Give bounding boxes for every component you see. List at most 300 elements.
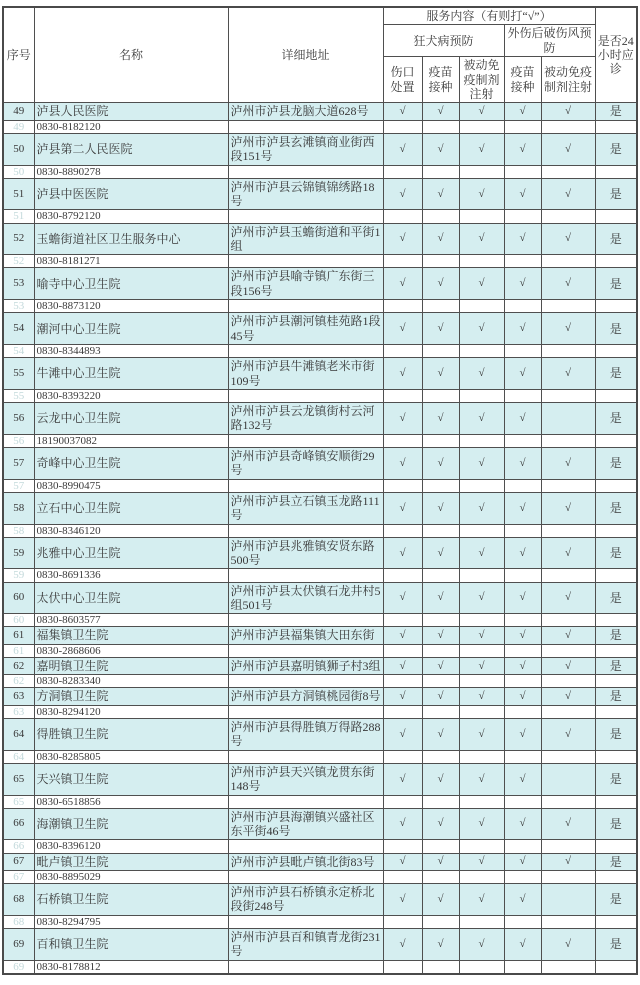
service-check-4: √ [504,492,541,524]
service-check-5: √ [541,808,595,840]
phone-seq [3,210,34,223]
facility-24h: 是 [595,657,637,674]
header-seq: 序号 [3,7,34,103]
phone-service-empty-2 [422,795,459,808]
facility-address: 泸州市泸县喻寺镇广东街三段156号 [228,268,383,300]
phone-seq [3,120,34,133]
phone-24h-empty [595,569,637,582]
table-row-facility [3,688,637,705]
facility-seq: 49 [3,103,34,120]
phone-seq [3,345,34,358]
phone-service-empty-3 [459,165,504,178]
phone-service-empty-2 [422,569,459,582]
service-check-3: √ [459,884,504,916]
phone-seq [3,795,34,808]
phone-seq [3,644,34,657]
facility-seq: 60 [3,582,34,614]
service-check-5: √ [541,103,595,120]
phone-service-empty-5 [541,614,595,627]
service-check-3: √ [459,537,504,569]
phone-service-empty-5 [541,750,595,763]
facility-seq: 68 [3,884,34,916]
phone-service-empty-3 [459,524,504,537]
table-row-phone [3,870,637,883]
phone-service-empty-2 [422,750,459,763]
facility-seq: 63 [3,688,34,705]
facility-address: 泸州市泸县方洞镇桃园街8号 [228,688,383,705]
phone-seq [3,569,34,582]
phone-service-empty-5 [541,345,595,358]
phone-address-empty [228,915,383,928]
phone-address-empty [228,345,383,358]
phone-service-empty-5 [541,524,595,537]
phone-address-empty [228,675,383,688]
table-row-facility [3,447,637,479]
facility-24h: 是 [595,313,637,345]
facility-phone: 0830-8344893 [34,345,228,358]
table-row-facility [3,313,637,345]
phone-service-empty-3 [459,870,504,883]
service-check-1: √ [383,268,422,300]
phone-service-empty-4 [504,870,541,883]
phone-service-empty-2 [422,524,459,537]
phone-24h-empty [595,345,637,358]
phone-seq [3,960,34,974]
phone-service-empty-3 [459,345,504,358]
phone-service-empty-2 [422,915,459,928]
phone-seq-faint-text: 65 [13,795,25,808]
table-row-facility [3,808,637,840]
service-check-4: √ [504,853,541,870]
facility-address: 泸州市泸县毗卢镇北街83号 [228,853,383,870]
phone-address-empty [228,210,383,223]
table-row-facility [3,358,637,390]
facility-phone: 0830-8294120 [34,705,228,718]
facility-24h: 是 [595,447,637,479]
facility-24h: 是 [595,627,637,644]
table-row-facility [3,718,637,750]
phone-service-empty-4 [504,705,541,718]
phone-seq-faint-text: 61 [13,644,25,657]
phone-24h-empty [595,479,637,492]
service-check-5: √ [541,447,595,479]
phone-address-empty [228,750,383,763]
facility-seq: 52 [3,223,34,255]
phone-24h-empty [595,675,637,688]
phone-service-empty-3 [459,614,504,627]
phone-service-empty-5 [541,569,595,582]
service-check-4: √ [504,223,541,255]
phone-service-empty-4 [504,795,541,808]
service-check-2: √ [422,223,459,255]
service-check-2: √ [422,103,459,120]
phone-24h-empty [595,960,637,974]
phone-service-empty-2 [422,434,459,447]
phone-service-empty-4 [504,120,541,133]
service-check-3: √ [459,657,504,674]
phone-address-empty [228,644,383,657]
service-check-3: √ [459,492,504,524]
service-check-5: √ [541,133,595,165]
service-check-1: √ [383,808,422,840]
phone-service-empty-3 [459,569,504,582]
facility-name: 石桥镇卫生院 [34,884,228,916]
phone-service-empty-1 [383,750,422,763]
facility-name: 云龙中心卫生院 [34,403,228,435]
facility-name: 太伏中心卫生院 [34,582,228,614]
phone-service-empty-1 [383,389,422,402]
phone-service-empty-1 [383,210,422,223]
table-row-facility [3,763,637,795]
service-check-5 [541,884,595,916]
service-check-3: √ [459,718,504,750]
phone-service-empty-3 [459,750,504,763]
service-check-1: √ [383,447,422,479]
phone-service-empty-1 [383,870,422,883]
phone-service-empty-5 [541,300,595,313]
phone-seq [3,915,34,928]
phone-seq [3,434,34,447]
service-check-5: √ [541,268,595,300]
facility-phone: 0830-6518856 [34,795,228,808]
service-check-2: √ [422,884,459,916]
phone-service-empty-5 [541,705,595,718]
facility-seq: 65 [3,763,34,795]
facility-name: 立石中心卫生院 [34,492,228,524]
phone-seq [3,389,34,402]
service-check-1: √ [383,537,422,569]
facility-name: 泸县人民医院 [34,103,228,120]
header-name: 名称 [34,7,228,103]
facility-name: 嘉明镇卫生院 [34,657,228,674]
service-check-2: √ [422,763,459,795]
phone-service-empty-5 [541,255,595,268]
service-check-4: √ [504,718,541,750]
facility-24h: 是 [595,688,637,705]
medical-service-table [2,6,638,975]
facility-name: 牛滩中心卫生院 [34,358,228,390]
service-check-3: √ [459,582,504,614]
service-check-2: √ [422,688,459,705]
service-check-1: √ [383,718,422,750]
service-check-5: √ [541,537,595,569]
service-check-4: √ [504,884,541,916]
table-row-phone [3,705,637,718]
phone-24h-empty [595,870,637,883]
phone-24h-empty [595,915,637,928]
phone-service-empty-5 [541,960,595,974]
service-check-2: √ [422,178,459,210]
service-check-1: √ [383,582,422,614]
phone-service-empty-2 [422,210,459,223]
phone-address-empty [228,479,383,492]
facility-phone: 0830-8181271 [34,255,228,268]
phone-service-empty-1 [383,960,422,974]
service-check-2: √ [422,492,459,524]
service-check-2: √ [422,403,459,435]
phone-seq-faint-text: 66 [13,840,25,853]
service-check-4: √ [504,657,541,674]
service-check-1: √ [383,133,422,165]
table-row-facility [3,492,637,524]
table-row-facility [3,403,637,435]
phone-service-empty-5 [541,870,595,883]
phone-service-empty-4 [504,915,541,928]
phone-address-empty [228,960,383,974]
facility-address: 泸州市泸县百和镇青龙街231号 [228,928,383,960]
facility-name: 海潮镇卫生院 [34,808,228,840]
service-check-3: √ [459,627,504,644]
phone-service-empty-3 [459,840,504,853]
table-row-phone [3,255,637,268]
service-check-2: √ [422,657,459,674]
phone-service-empty-4 [504,255,541,268]
phone-service-empty-5 [541,479,595,492]
service-check-2: √ [422,313,459,345]
phone-service-empty-3 [459,915,504,928]
phone-service-empty-4 [504,210,541,223]
facility-address: 泸州市泸县福集镇大田东街 [228,627,383,644]
service-check-1: √ [383,763,422,795]
facility-24h: 是 [595,582,637,614]
phone-seq-faint-text: 57 [13,479,25,492]
facility-phone: 0830-8792120 [34,210,228,223]
facility-seq: 66 [3,808,34,840]
table-row-facility [3,853,637,870]
table-row-phone [3,434,637,447]
phone-service-empty-4 [504,300,541,313]
phone-seq-faint-text: 56 [13,434,25,447]
phone-service-empty-5 [541,644,595,657]
service-check-4: √ [504,178,541,210]
phone-seq-faint-text: 69 [13,960,25,973]
table-header [3,7,637,103]
phone-service-empty-4 [504,524,541,537]
phone-service-empty-3 [459,644,504,657]
facility-name: 玉蟾街道社区卫生服务中心 [34,223,228,255]
service-check-4: √ [504,103,541,120]
service-check-1: √ [383,928,422,960]
service-check-5 [541,763,595,795]
facility-24h: 是 [595,223,637,255]
phone-service-empty-1 [383,120,422,133]
facility-address: 泸州市泸县石桥镇永定桥北段街248号 [228,884,383,916]
phone-service-empty-1 [383,795,422,808]
facility-address: 泸州市泸县牛滩镇老米市街109号 [228,358,383,390]
table-row-facility [3,268,637,300]
phone-service-empty-2 [422,255,459,268]
facility-seq: 55 [3,358,34,390]
phone-service-empty-5 [541,389,595,402]
phone-service-empty-2 [422,644,459,657]
service-check-5: √ [541,223,595,255]
facility-phone: 0830-8895029 [34,870,228,883]
phone-service-empty-3 [459,210,504,223]
header-vaccination-tetanus: 疫苗接种 [504,57,541,103]
phone-24h-empty [595,644,637,657]
phone-address-empty [228,165,383,178]
phone-service-empty-2 [422,870,459,883]
phone-service-empty-3 [459,675,504,688]
service-check-2: √ [422,133,459,165]
facility-phone: 0830-8346120 [34,524,228,537]
phone-service-empty-5 [541,675,595,688]
facility-seq: 61 [3,627,34,644]
phone-service-empty-4 [504,840,541,853]
phone-service-empty-4 [504,675,541,688]
facility-24h: 是 [595,808,637,840]
table-row-facility [3,178,637,210]
phone-address-empty [228,255,383,268]
phone-seq-faint-text: 68 [13,915,25,928]
phone-service-empty-3 [459,795,504,808]
phone-service-empty-4 [504,750,541,763]
phone-service-empty-2 [422,479,459,492]
service-check-4: √ [504,808,541,840]
facility-name: 得胜镇卫生院 [34,718,228,750]
phone-service-empty-3 [459,479,504,492]
facility-seq: 67 [3,853,34,870]
facility-address: 泸州市泸县龙脑大道628号 [228,103,383,120]
table-row-facility [3,928,637,960]
facility-phone: 0830-8890278 [34,165,228,178]
service-check-5: √ [541,928,595,960]
header-address: 详细地址 [228,7,383,103]
phone-service-empty-2 [422,120,459,133]
phone-service-empty-4 [504,644,541,657]
table-row-phone [3,524,637,537]
facility-name: 潮河中心卫生院 [34,313,228,345]
service-check-3: √ [459,358,504,390]
table-row-phone [3,795,637,808]
facility-seq: 51 [3,178,34,210]
facility-address: 泸州市泸县云龙镇街村云河路132号 [228,403,383,435]
phone-service-empty-1 [383,705,422,718]
service-check-2: √ [422,853,459,870]
service-check-3: √ [459,313,504,345]
phone-service-empty-3 [459,960,504,974]
service-check-1: √ [383,103,422,120]
phone-seq-faint-text: 54 [13,345,25,358]
table-row-phone [3,345,637,358]
facility-phone: 0830-8393220 [34,389,228,402]
table-row-facility [3,103,637,120]
service-check-5: √ [541,718,595,750]
phone-service-empty-1 [383,165,422,178]
service-check-3: √ [459,447,504,479]
facility-address: 泸州市泸县得胜镇万得路288号 [228,718,383,750]
table-row-phone [3,300,637,313]
phone-seq-faint-text: 63 [13,705,25,718]
facility-address: 泸州市泸县奇峰镇安顺街29号 [228,447,383,479]
phone-seq-faint-text: 62 [13,675,25,688]
header-rabies-prevention: 狂犬病预防 [383,25,504,57]
phone-service-empty-5 [541,795,595,808]
service-check-1: √ [383,884,422,916]
service-check-4: √ [504,133,541,165]
phone-address-empty [228,434,383,447]
phone-service-empty-2 [422,389,459,402]
phone-service-empty-3 [459,434,504,447]
facility-address: 泸州市泸县天兴镇龙贯东街148号 [228,763,383,795]
facility-address: 泸州市泸县潮河镇桂苑路1段45号 [228,313,383,345]
phone-24h-empty [595,705,637,718]
facility-phone: 0830-8283340 [34,675,228,688]
phone-address-empty [228,705,383,718]
facility-name: 泸县第二人民医院 [34,133,228,165]
service-check-3: √ [459,268,504,300]
phone-service-empty-4 [504,614,541,627]
phone-service-empty-4 [504,389,541,402]
phone-service-empty-5 [541,165,595,178]
facility-seq: 50 [3,133,34,165]
phone-service-empty-5 [541,120,595,133]
table-row-phone [3,120,637,133]
phone-seq [3,524,34,537]
facility-name: 泸县中医医院 [34,178,228,210]
table-row-phone [3,389,637,402]
phone-service-empty-5 [541,434,595,447]
service-check-1: √ [383,403,422,435]
service-check-1: √ [383,358,422,390]
phone-24h-empty [595,389,637,402]
service-check-4: √ [504,358,541,390]
phone-service-empty-5 [541,210,595,223]
facility-phone: 0830-8691336 [34,569,228,582]
service-check-2: √ [422,358,459,390]
phone-service-empty-3 [459,705,504,718]
table-row-facility [3,223,637,255]
phone-service-empty-4 [504,345,541,358]
facility-address: 泸州市泸县立石镇玉龙路111号 [228,492,383,524]
phone-service-empty-2 [422,300,459,313]
service-check-1: √ [383,853,422,870]
phone-service-empty-5 [541,915,595,928]
facility-24h: 是 [595,268,637,300]
facility-24h: 是 [595,718,637,750]
service-check-4: √ [504,268,541,300]
facility-seq: 64 [3,718,34,750]
service-check-3: √ [459,403,504,435]
facility-phone: 0830-8178812 [34,960,228,974]
phone-24h-empty [595,840,637,853]
phone-seq-faint-text: 59 [13,569,25,582]
service-check-5: √ [541,178,595,210]
phone-seq [3,300,34,313]
facility-seq: 57 [3,447,34,479]
table-row-facility [3,582,637,614]
phone-address-empty [228,569,383,582]
phone-address-empty [228,795,383,808]
phone-service-empty-1 [383,915,422,928]
phone-24h-empty [595,795,637,808]
phone-service-empty-3 [459,389,504,402]
service-check-5: √ [541,492,595,524]
service-check-3: √ [459,133,504,165]
facility-address: 泸州市泸县云锦镇锦绣路18号 [228,178,383,210]
facility-24h: 是 [595,853,637,870]
phone-24h-empty [595,165,637,178]
phone-seq [3,870,34,883]
table-row-phone [3,915,637,928]
phone-service-empty-3 [459,120,504,133]
phone-service-empty-5 [541,840,595,853]
table-body [3,103,637,974]
facility-seq: 59 [3,537,34,569]
phone-service-empty-4 [504,434,541,447]
service-check-3: √ [459,178,504,210]
table-row-phone [3,210,637,223]
